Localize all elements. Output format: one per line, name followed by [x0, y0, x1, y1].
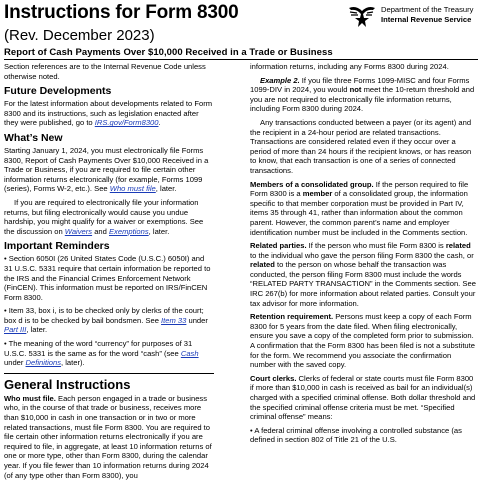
agency-irs: Internal Revenue Service: [381, 14, 472, 24]
general-instructions-heading: General Instructions: [4, 373, 214, 392]
member-word: member: [302, 189, 333, 199]
consolidated-group-end: of a consolidated group, the information specific to that member corporation must be provided in Part IV, items 35 through 41, rather than information about the common parent. However, the common parent’s name and employer identification number must be included in the Comments section.: [250, 189, 468, 237]
waivers-link[interactable]: Waivers: [64, 226, 93, 236]
intro-text: Section references are to the Internal Revenue Code unless otherwise noted.: [4, 62, 206, 81]
retention-body: Persons must keep a copy of each Form 8300 for 5 years from the date filed. When filing electronically, ensure you save a copy of the completed form prior to submission. A confirmation that the Form 8300 has been filed is not a substitute for the form. We recommend you associate the confirmation number with the saved copy.: [250, 312, 475, 370]
who-must-file-body: Each person engaged in a trade or business who, in the course of that trade or business, receives more than $10,000 in cash in one transaction or in two or more related transactions, must file Form 8300. You are required to file certain other information returns electronically if you are required to file, in aggregate, at least 10 information returns of one or more type, other than Form 8300, during the calendar year. If you file fewer than 10 information returns during 2024 (of any type other than Form 8300), you: [4, 393, 212, 480]
revision-date: (Rev. December 2023): [4, 27, 155, 44]
related-parties-end: to the person on whose behalf the transaction was conducted, the person filing Form 8300 must include the words “RELATED PARTY TRANSACTION” in the Comments section. See IRC 267(b) for more information about related parties. Consult your tax advisor for more information.: [250, 260, 476, 308]
court-clerks-body: Clerks of federal or state courts must file Form 8300 if more than $10,000 in cash is received as bail for an individual(s) charged with a specified criminal offense. Both dollar threshold and the specified criminal offense criteria must be met. “Specified criminal offense” means:: [250, 373, 476, 422]
cash-link[interactable]: Cash: [180, 348, 199, 358]
reminder-end: , later.: [26, 325, 48, 335]
waiver-body: If you are required to electronically file your information returns, but filing electronically would cause you undue hardship, you might qualify for a waiver or exemptions. See the discussion on: [4, 197, 204, 236]
related-word: related: [250, 260, 275, 270]
who-must-file-link[interactable]: Who must file: [109, 184, 156, 194]
future-text: For the latest information about developments related to Form 8300 and its instructions, such as legislation enacted after they were published, go to: [4, 99, 213, 128]
important-reminders-heading: Important Reminders: [4, 240, 110, 253]
who-must-file-text: [4, 394, 214, 480]
example-2-body: If you file three Forms 1099-MISC and four Forms 1099-DIV in 2024, you would: [250, 75, 470, 95]
related-parties-text: [250, 241, 476, 308]
right-column: [250, 62, 476, 449]
form-subtitle: Report of Cash Payments Over $10,000 Received in a Trade or Business: [4, 47, 333, 58]
consolidated-group-label: Members of a consolidated group.: [250, 179, 374, 189]
future-developments-heading: Future Developments: [4, 85, 112, 98]
continued-text: information returns, including any Forms 8300 during 2024.: [250, 62, 449, 71]
future-text-end: .: [158, 118, 161, 128]
related-parties-body: If the person who must file Form 8300 is: [306, 241, 446, 251]
whats-new-text: [4, 146, 214, 194]
court-clerks-label: Court clerks.: [250, 373, 297, 383]
related-word: related: [445, 241, 471, 251]
whats-new-end: , later.: [155, 184, 177, 194]
example-2-end: meet the 10-return threshold and you are not required to electronically file information returns, including Form 8300 during 2024.: [250, 85, 475, 114]
exemptions-link[interactable]: Exemptions: [108, 226, 149, 236]
waiver-end: , later.: [148, 226, 170, 236]
agency-department: Department of the Treasury: [381, 5, 474, 14]
consolidated-group-body: If the person required to file Form 8300 is a: [250, 179, 469, 199]
agency-block: [381, 5, 473, 24]
reminder-body: • Item 33, box i, is to be checked only by clerks of the court; box d is to be checked by bail bondsmen. See: [4, 306, 204, 325]
item-33-link[interactable]: Item 33: [161, 315, 187, 325]
left-column: [4, 62, 214, 484]
reminder-item: [4, 339, 214, 368]
court-clerks-text: [250, 374, 476, 422]
retention-text: [250, 312, 476, 370]
related-transactions-text: Any transactions conducted between a payer (or its agent) and the recipient in a 24-hour period are related transactions. Transactions are considered related even if they occur over a period of more than 24 hours if the recipient knows, or has reason to know, that each transaction is one of a series of connected transactions.: [250, 117, 472, 175]
consolidated-group-text: [250, 180, 476, 238]
related-parties-mid: to the individual who gave the person filing Form 8300 the cash, or: [250, 250, 474, 260]
who-must-file-label: Who must file.: [4, 393, 56, 403]
header-rule: [4, 59, 478, 60]
definitions-link[interactable]: Definitions: [25, 358, 62, 368]
retention-label: Retention requirement.: [250, 312, 334, 322]
irs-eagle-logo-icon: [347, 4, 377, 30]
waiver-and: and: [92, 226, 109, 236]
reminder-under: under: [186, 315, 208, 325]
related-parties-label: Related parties.: [250, 241, 307, 251]
reminder-body: • The meaning of the word “currency” for purposes of 31 U.S.C. 5331 is the same as for the word “cash” (see: [4, 339, 193, 358]
whats-new-heading: What’s New: [4, 131, 63, 144]
future-developments-text: [4, 99, 214, 128]
reminder-end: , later).: [61, 358, 85, 368]
irs-form8300-link[interactable]: IRS.gov/Form8300: [94, 118, 159, 128]
part-iii-link[interactable]: Part III: [4, 325, 27, 335]
reminder-item: [4, 306, 214, 335]
reminder-under: under: [4, 358, 26, 368]
example-2-not: not: [349, 85, 362, 95]
example-2-text: [250, 76, 476, 114]
reminder-item: • Section 6050I (26 United States Code (U.S.C.) 6050I) and 31 U.S.C. 5331 require that certain information be reported to the IRS and the Financial Crimes Enforcement Network (FinCEN). This information must be reported on IRS/FinCEN Form 8300.: [4, 254, 211, 302]
whats-new-body: Starting January 1, 2024, you must electronically file Forms 8300, Report of Cash Payments Over $10,000 Received in a Trade or Business, if you are required to file certain other information returns electronically (for example, Forms 1099 (series), Forms W-2, etc.). See: [4, 145, 209, 194]
example-2-label: Example 2.: [260, 75, 300, 85]
page-title: Instructions for Form 8300: [4, 2, 239, 23]
court-clerks-bullet: • A federal criminal offense involving a controlled substance (as defined in section 802 of Title 21 of the U.S.: [250, 425, 462, 445]
waiver-text: [4, 198, 214, 236]
